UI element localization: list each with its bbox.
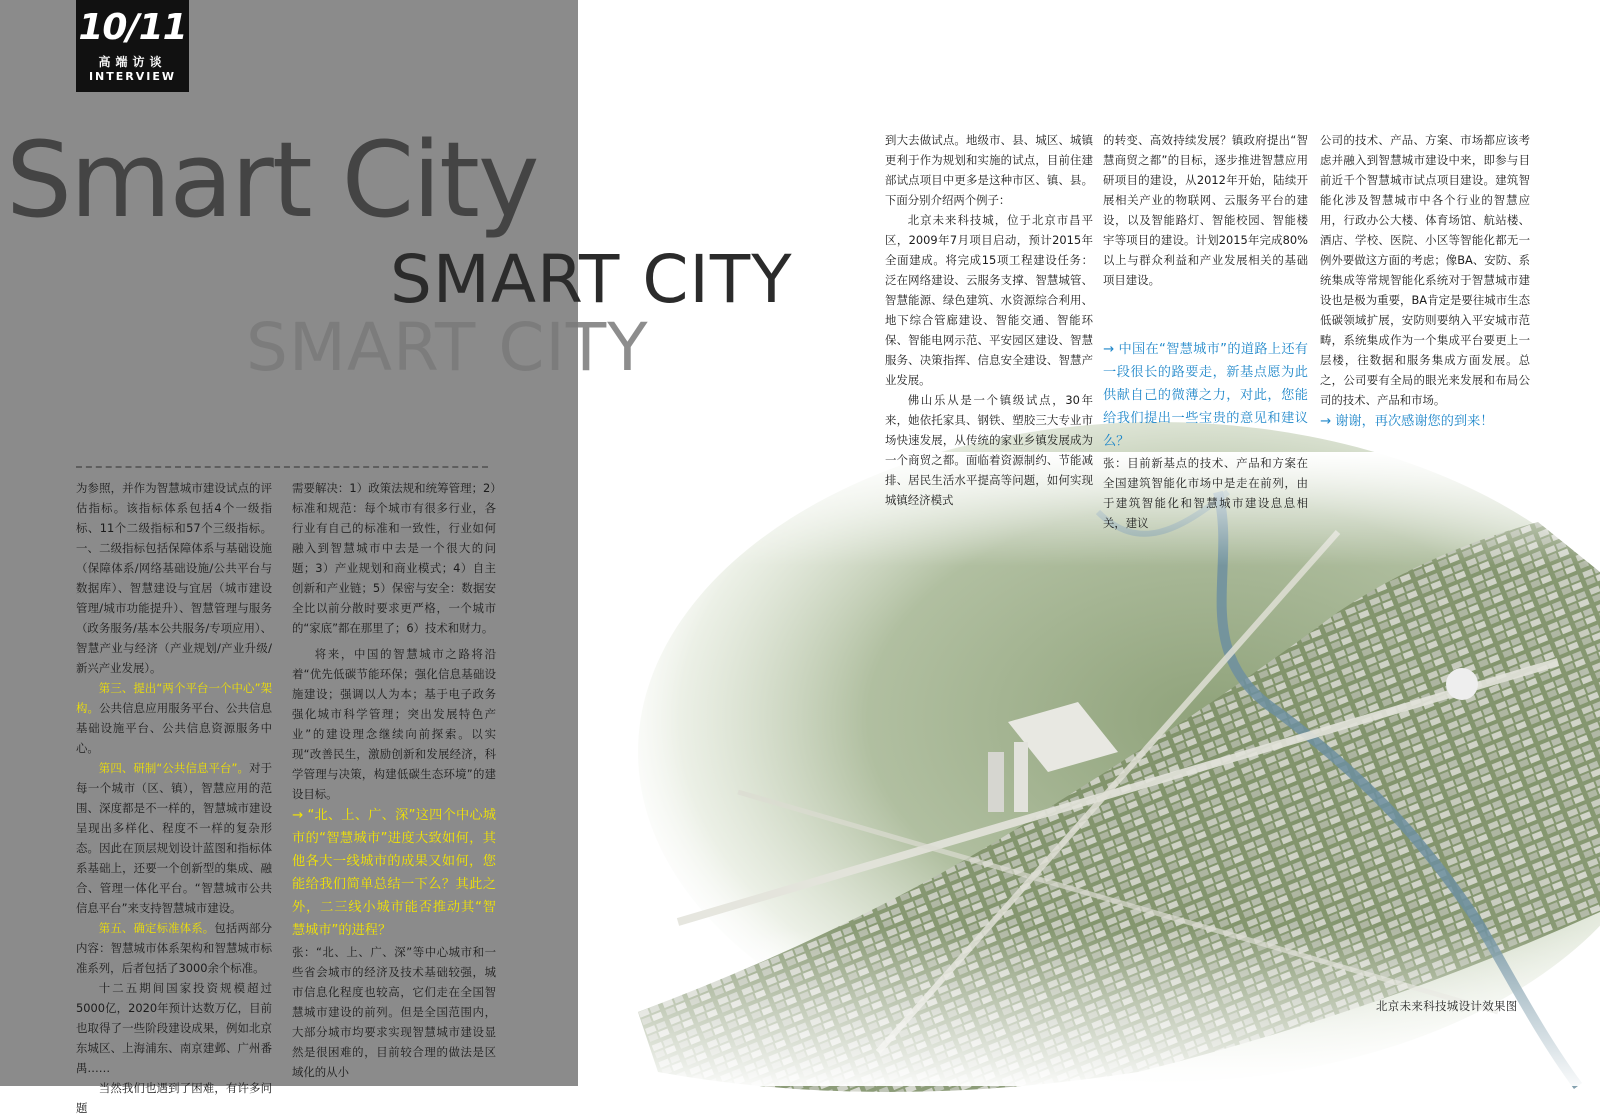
paragraph: 十二五期间国家投资规模超过5000亿，2020年预计达数万亿，目前也取得了一些阶段建设成果，例如北京东城区、上海浦东、南京建邺、广州番禺……: [76, 981, 272, 1075]
paragraph: 当然我们也遇到了困难，有许多问题: [76, 1081, 272, 1115]
page-number-badge: [76, 0, 189, 92]
paragraph: 的转变、高效持续发展？镇政府提出“智慧商贸之都”的目标，逐步推进智慧应用研项目的建设，从2012年开始，陆续开展相关产业的物联网、云服务平台的建设，以及智能路灯、智能校园、智能楼宇等项目的建设。计划2015年完成80%以上与群众利益和产业发展相关的基础项目建设。: [1103, 133, 1308, 287]
page-number: 10/11: [78, 7, 187, 48]
paragraph-body: 包括两部分内容：智慧城市体系架构和智慧城市标准系列，后者包括了3000余个标准。: [76, 921, 272, 975]
left-column-2: [292, 478, 496, 1082]
paragraph: 张：“北、上、广、深”等中心城市和一些省会城市的经济及技术基础较强，城市信息化程度也较高，它们走在全国智慧城市建设的前列。但是全国范围内，大部分城市均要求实现智慧城市建设显然是很困难的，目前较合理的做法是区域化的从小: [292, 945, 496, 1079]
paragraph: [76, 678, 272, 758]
right-column-1: [885, 130, 1093, 510]
closing-thanks: → 谢谢，再次感谢您的到来！: [1320, 414, 1494, 429]
left-column-1: [76, 478, 272, 1118]
interview-question: → 中国在“智慧城市”的道路上还有一段很长的路要走，新基点愿为此供献自己的微薄之力，对此，您能给我们提出一些宝贵的意见和建议么？: [1103, 342, 1308, 449]
paragraph-body: 公共信息应用服务平台、公共信息基础设施平台、公共信息资源服务中心。: [76, 701, 272, 755]
paragraph: 需要解决：1）政策法规和统筹管理；2）标准和规范：每个城市有很多行业，各行业有自己的标准和一致性，行业如何融入到智慧城市中去是一个很大的问题；3）产业规划和商业模式；4）自主创新和产业链；5）保密与安全：数据安全比以前分散时要求更严格，一个城市的“家底”都在那里了；6）技术和财力。: [292, 481, 496, 635]
paragraph-body: 对于每一个城市（区、镇），智慧应用的范围、深度都是不一样的，智慧城市建设呈现出多样化、程度不一样的复杂形态。因此在顶层规划设计蓝图和指标体系基础上，还要一个创新型的集成、融合、管理一体化平台。“智慧城市公共信息平台”来支持智慧城市建设。: [76, 761, 272, 915]
right-column-3: [1320, 130, 1530, 433]
paragraph: 将来，中国的智慧城市之路将沿着“优先低碳节能环保；强化信息基础设施建设；强调以人为本；基于电子政务强化城市科学管理；突出发展特色产业”的建设理念继续向前探索。以实现“改善民生，激励创新和发展经济，科学管理与决策，构建低碳生态环境”的建设目标。: [292, 647, 496, 801]
highlight-heading: 第三、提出“两个平台一个中心”架构。: [76, 681, 272, 715]
paragraph: [76, 758, 272, 918]
headline-smart-city-shadow: SMART CITY: [246, 309, 649, 386]
paragraph: [76, 918, 272, 978]
paragraph: 为参照，并作为智慧城市建设试点的评估指标。该指标体系包括4个一级指标、11个二级指标和57个三级指标。一、二级指标包括保障体系与基础设施（保障体系/网络基础设施/公共平台与数据库）、智慧建设与宜居（城市建设管理/城市功能提升）、智慧管理与服务（政务服务/基本公共服务/专项应用）、智慧产业与经济（产业规划/产业升级/新兴产业发展）。: [76, 481, 272, 675]
paragraph: 佛山乐从是一个镇级试点，30年来，她依托家具、钢铁、塑胶三大专业市场快速发展，从传统的家业乡镇发展成为一个商贸之都。面临着资源制约、节能减排、居民生活水平提高等问题，如何实现城镇经济模式: [885, 393, 1093, 507]
dashed-divider: [76, 466, 488, 468]
headline-smart-city: Smart City: [6, 119, 538, 241]
city-aerial-rendering: [578, 452, 1600, 1086]
paragraph: 北京未来科技城，位于北京市昌平区，2009年7月项目启动，预计2015年全面建成。将完成15项工程建设任务：泛在网络建设、云服务支撑、智慧城管、智慧能源、绿色建筑、水资源综合利用、地下综合管廊建设、智能交通、智能环保、智能电网示范、平安园区建设、智慧服务、决策指挥、信息安全建设、智慧产业发展。: [885, 213, 1093, 387]
interview-question: → “北、上、广、深”这四个中心城市的“智慧城市”进度大致如何，其他各大一线城市的成果又如何，您能给我们简单总结一下么？其此之外，二三线小城市能否推动其“智慧城市”的进程？: [292, 808, 496, 938]
headline-smart-city-caps: SMART CITY: [390, 241, 793, 318]
highlight-heading: 第四、研制“公共信息平台”。: [98, 761, 250, 775]
paragraph: 到大去做试点。地级市、县、城区、城镇更利于作为规划和实施的试点，目前住建部试点项目中更多是这种市区、镇、县。下面分别介绍两个例子：: [885, 133, 1093, 207]
right-column-2: [1103, 130, 1308, 533]
section-label-cn: 高端访谈: [98, 55, 167, 69]
image-caption: 北京未来科技城设计效果图: [1376, 999, 1518, 1013]
highlight-heading: 第五、确定标准体系。: [98, 921, 215, 935]
paragraph: 张：目前新基点的技术、产品和方案在全国建筑智能化市场中是走在前列，由于建筑智能化和智慧城市建设息息相关，建议: [1103, 456, 1308, 530]
section-label-en: INTERVIEW: [88, 70, 177, 83]
paragraph: 公司的技术、产品、方案、市场都应该考虑并融入到智慧城市建设中来，即参与目前近千个智慧城市试点项目建设。建筑智能化涉及智慧城市中各个行业的智慧应用，行政办公大楼、体育场馆、航站楼、酒店、学校、医院、小区等智能化都无一例外要做这方面的考虑；像BA、安防、系统集成等常规智能化系统对于智慧城市建设也是极为重要，BA肯定是要往城市生态低碳领域扩展，安防则要纳入平安城市范畴，系统集成作为一个集成平台要更上一层楼，往数据和服务集成方面发展。总之，公司要有全局的眼光来发展和布局公司的技术、产品和市场。: [1320, 133, 1530, 407]
